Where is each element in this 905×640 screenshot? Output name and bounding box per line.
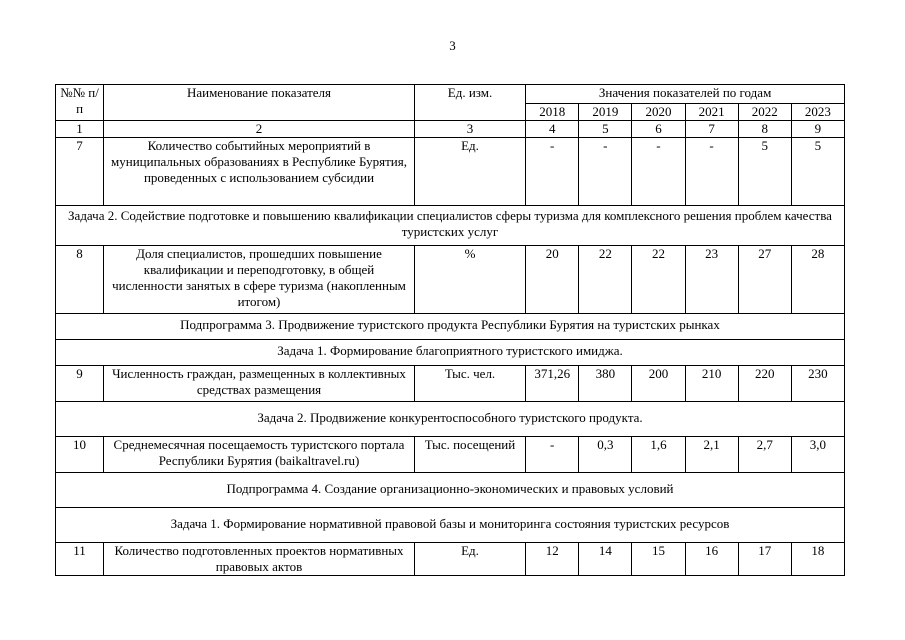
row-number: 7 [56,138,104,206]
value-cell: 20 [526,246,579,314]
section-row [56,402,845,437]
value-cell: 14 [579,543,632,576]
column-number: 6 [632,121,685,138]
unit-cell: Тыс. чел. [414,366,525,402]
section-row [56,473,845,508]
header-year: 2023 [791,104,844,121]
value-cell: - [685,138,738,206]
section-row [56,206,845,246]
row-number: 9 [56,366,104,402]
value-cell: 5 [791,138,844,206]
row-number: 11 [56,543,104,576]
row-number: 10 [56,437,104,473]
value-cell: 16 [685,543,738,576]
value-cell: 23 [685,246,738,314]
value-cell: 18 [791,543,844,576]
table-row [56,366,845,402]
value-cell: 380 [579,366,632,402]
value-cell: 2,1 [685,437,738,473]
indicator-name: Доля специалистов, прошедших повышение квалификации и переподготовку, в общей численности занятых в сфере туризма (накопленным итогом) [104,246,415,314]
column-number: 8 [738,121,791,138]
value-cell: 2,7 [738,437,791,473]
header-year: 2022 [738,104,791,121]
value-cell: 17 [738,543,791,576]
section-title: Задача 1. Формирование благоприятного туристского имиджа. [56,340,845,366]
column-number: 4 [526,121,579,138]
value-cell: 15 [632,543,685,576]
column-number: 5 [579,121,632,138]
header-num: №№ п/п [56,85,104,121]
page-number: 3 [449,38,456,53]
column-number-row [56,121,845,138]
header-unit: Ед. изм. [414,85,525,121]
table-row [56,138,845,206]
section-row [56,340,845,366]
header-year: 2019 [579,104,632,121]
value-cell: 12 [526,543,579,576]
column-number: 1 [56,121,104,138]
value-cell: - [526,437,579,473]
value-cell: 28 [791,246,844,314]
header-name: Наименование показателя [104,85,415,121]
value-cell: 0,3 [579,437,632,473]
value-cell: 22 [632,246,685,314]
row-number: 8 [56,246,104,314]
header-row [56,85,845,104]
value-cell: 27 [738,246,791,314]
section-title: Подпрограмма 4. Создание организационно-экономических и правовых условий [56,473,845,508]
indicator-name: Количество событийных мероприятий в муниципальных образованиях в Республике Бурятия, проведенных с использованием субсидии [104,138,415,206]
section-row [56,508,845,543]
indicator-name: Количество подготовленных проектов нормативных правовых актов [104,543,415,576]
indicator-name: Численность граждан, размещенных в коллективных средствах размещения [104,366,415,402]
indicator-name: Среднемесячная посещаемость туристского портала Республики Бурятия (baikaltravel.ru) [104,437,415,473]
value-cell: - [579,138,632,206]
section-title: Задача 2. Продвижение конкурентоспособного туристского продукта. [56,402,845,437]
value-cell: 220 [738,366,791,402]
indicators-table [55,84,845,576]
header-year: 2020 [632,104,685,121]
value-cell: 371,26 [526,366,579,402]
value-cell: 3,0 [791,437,844,473]
section-title: Задача 2. Содействие подготовке и повышению квалификации специалистов сферы туризма для комплексного решения проблем качества туристских услуг [56,206,845,246]
value-cell: 200 [632,366,685,402]
unit-cell: % [414,246,525,314]
section-title: Задача 1. Формирование нормативной правовой базы и мониторинга состояния туристских ресурсов [56,508,845,543]
value-cell: - [526,138,579,206]
column-number: 3 [414,121,525,138]
table-row [56,437,845,473]
table-row [56,246,845,314]
value-cell: 5 [738,138,791,206]
header-values-title: Значения показателей по годам [526,85,845,104]
value-cell: 22 [579,246,632,314]
column-number: 9 [791,121,844,138]
value-cell: 230 [791,366,844,402]
section-row [56,314,845,340]
value-cell: - [632,138,685,206]
value-cell: 1,6 [632,437,685,473]
column-number: 7 [685,121,738,138]
value-cell: 210 [685,366,738,402]
unit-cell: Тыс. посещений [414,437,525,473]
section-title: Подпрограмма 3. Продвижение туристского продукта Республики Бурятия на туристских рынках [56,314,845,340]
header-year: 2018 [526,104,579,121]
column-number: 2 [104,121,415,138]
unit-cell: Ед. [414,138,525,206]
table-row [56,543,845,576]
header-year: 2021 [685,104,738,121]
unit-cell: Ед. [414,543,525,576]
